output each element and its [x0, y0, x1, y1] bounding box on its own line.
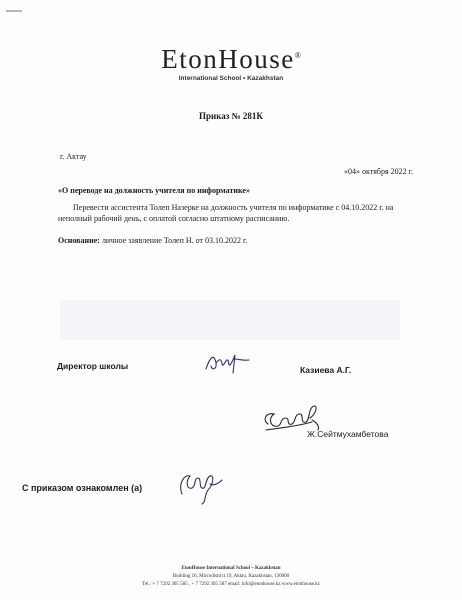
- basis-label: Основание:: [58, 236, 100, 245]
- acknowledged-label: С приказом ознакомлен (а): [22, 483, 143, 493]
- footer-contacts: Tel.: + 7 7292 305 585 , + 7 7292 305 587 email: info@etonhouse.kz www.etonhouse.kz: [142, 582, 320, 587]
- scan-smudge: [60, 300, 400, 340]
- logo-subtitle: International School • Kazakhstan: [178, 75, 284, 82]
- order-date: «04» октября 2022 г.: [344, 167, 413, 176]
- order-city: г. Актау: [60, 152, 87, 161]
- scan-mark: [6, 10, 22, 12]
- order-basis: [58, 236, 247, 245]
- employee-signature: [176, 466, 226, 506]
- footer-address: Building 10, Microdistrict 19, Aktau, Kazakhstan, 130000: [172, 574, 290, 579]
- order-title: Приказ № 281К: [199, 111, 263, 121]
- director-name: Казиева А.Г.: [300, 365, 352, 375]
- order-body: Перевести ассистента Толеп Назерке на должность учителя по информатике с 04.10.2022 г. на неполный рабочий день, с оплатой согласно штатному расписанию.: [58, 203, 394, 223]
- director-label: Директор школы: [57, 361, 129, 371]
- order-subject: «О переводе на должность учителя по информатике»: [58, 186, 250, 195]
- director-signature: [203, 349, 253, 377]
- logo-text: EtonHouse: [161, 44, 295, 74]
- registered-mark: ®: [294, 51, 301, 60]
- basis-text: личное заявление Толеп Н. от 03.10.2022 г.: [101, 236, 248, 245]
- second-name: Ж.Сейтмухамбетова: [307, 429, 389, 439]
- school-logo: [0, 44, 462, 75]
- footer-school-name: EtonHouse International School – Kazakhstan: [181, 566, 281, 571]
